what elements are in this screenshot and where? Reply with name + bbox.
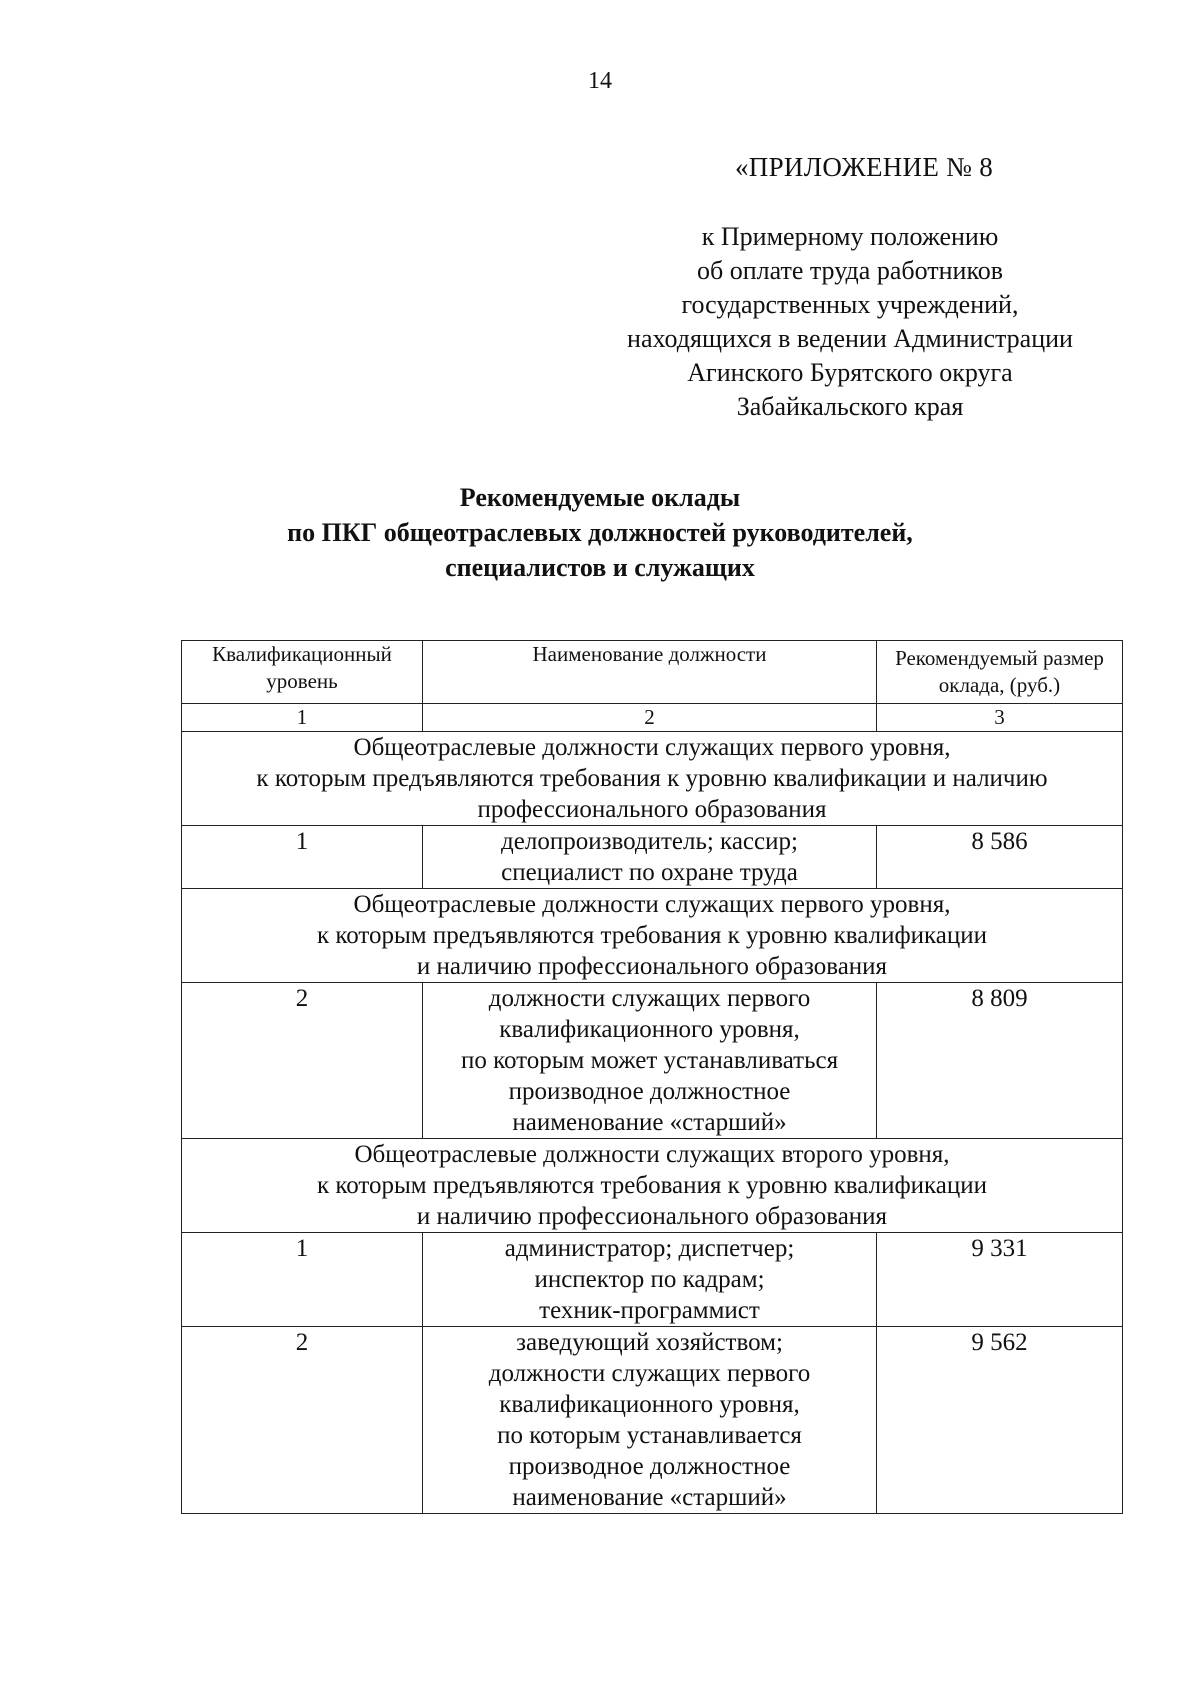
appendix-reference-line: находящихся в ведении Администрации — [627, 324, 1073, 353]
appendix-reference — [590, 220, 1110, 424]
document-title — [180, 480, 1020, 585]
appendix-reference-line: Агинского Бурятского округа — [687, 358, 1013, 387]
section-heading-row — [182, 732, 1123, 826]
salary-value: 9 331 — [877, 1233, 1123, 1327]
table-header-row — [182, 641, 1123, 704]
section-heading-row — [182, 1139, 1123, 1233]
document-title-line: специалистов и служащих — [445, 553, 755, 582]
appendix-reference-line: об оплате труда работников — [696, 256, 1004, 285]
column-number: 2 — [423, 704, 877, 732]
salary-value: 9 562 — [877, 1327, 1123, 1514]
appendix-reference-line: к Примерному положению — [701, 222, 999, 251]
header-salary: Рекомендуемый размер оклада, (руб.) — [877, 641, 1123, 704]
appendix-title: «ПРИЛОЖЕНИЕ № 8 — [735, 152, 994, 182]
qualification-level: 1 — [182, 1233, 423, 1327]
header-position: Наименование должности — [423, 641, 877, 704]
table-row — [182, 1233, 1123, 1327]
section-heading-row — [182, 889, 1123, 983]
position-name: должности служащих первого квалификационного уровня, по которым может устанавливаться производное должностное наименование «старший» — [423, 983, 877, 1139]
salary-value: 8 809 — [877, 983, 1123, 1139]
column-number-row — [182, 704, 1123, 732]
column-number: 1 — [182, 704, 423, 732]
qualification-level: 2 — [182, 1327, 423, 1514]
appendix-reference-line: государственных учреждений, — [681, 290, 1019, 319]
salary-value: 8 586 — [877, 826, 1123, 889]
section-heading: Общеотраслевые должности служащих первого уровня, к которым предъявляются требования к уровню квалификации и наличию профессионального образования — [182, 732, 1123, 826]
table-row — [182, 1327, 1123, 1514]
table-row — [182, 983, 1123, 1139]
page-number: 14 — [588, 68, 612, 94]
column-number: 3 — [877, 704, 1123, 732]
qualification-level: 1 — [182, 826, 423, 889]
qualification-level: 2 — [182, 983, 423, 1139]
section-heading: Общеотраслевые должности служащих второго уровня, к которым предъявляются требования к уровню квалификации и наличию профессионального образования — [182, 1139, 1123, 1233]
position-name: администратор; диспетчер; инспектор по кадрам; техник-программист — [423, 1233, 877, 1327]
header-level: Квалификационный уровень — [182, 641, 423, 704]
position-name: заведующий хозяйством; должности служащих первого квалификационного уровня, по которым устанавливается производное должностное наименование «старший» — [423, 1327, 877, 1514]
appendix-reference-line: Забайкальского края — [736, 392, 964, 421]
section-heading: Общеотраслевые должности служащих первого уровня, к которым предъявляются требования к уровню квалификации и наличию профессионального образования — [182, 889, 1123, 983]
document-title-line: Рекомендуемые оклады — [459, 483, 741, 512]
salary-table — [181, 640, 1123, 1514]
document-title-line: по ПКГ общеотраслевых должностей руководителей, — [287, 518, 913, 547]
position-name: делопроизводитель; кассир; специалист по охране труда — [423, 826, 877, 889]
table-row — [182, 826, 1123, 889]
